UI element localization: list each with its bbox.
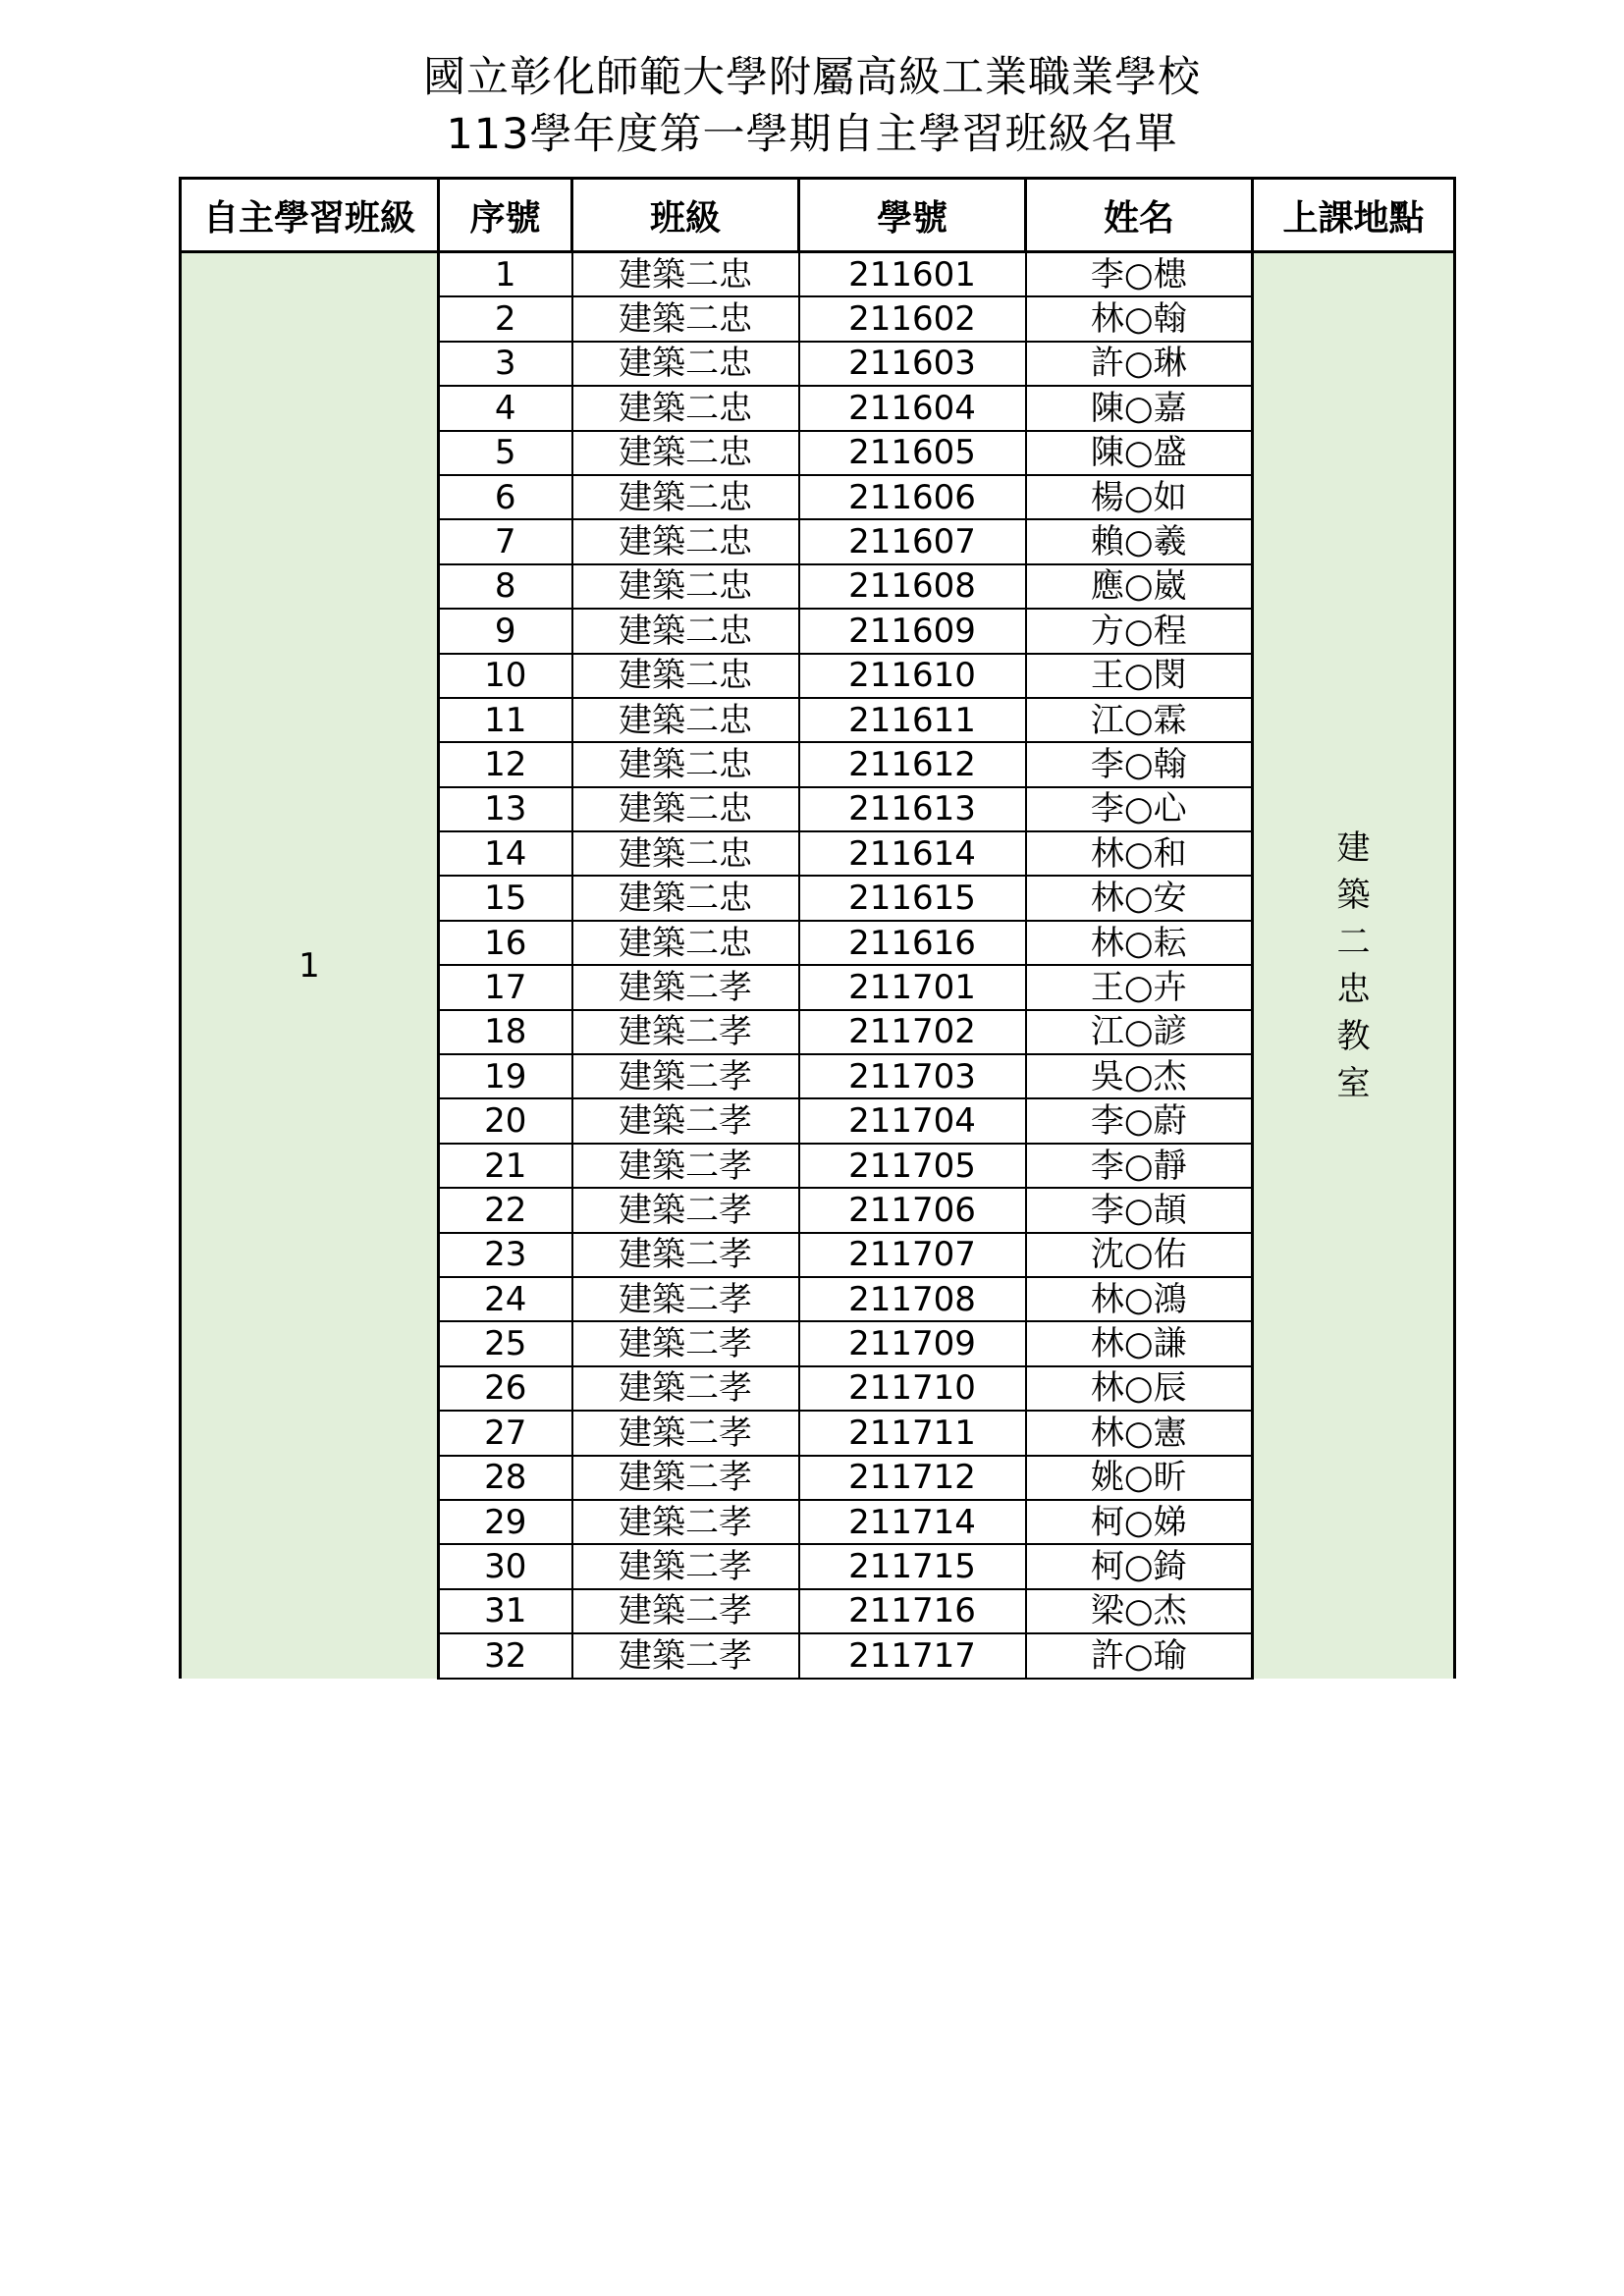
seq-cell: 14 (439, 831, 572, 876)
class-cell: 建築二孝 (572, 1188, 799, 1232)
seq-cell: 10 (439, 654, 572, 698)
seq-cell: 15 (439, 876, 572, 920)
student-id-cell: 211607 (799, 519, 1026, 563)
seq-cell: 4 (439, 386, 572, 430)
seq-cell: 28 (439, 1456, 572, 1500)
student-name-cell: 應○崴 (1026, 564, 1253, 609)
class-cell: 建築二孝 (572, 1321, 799, 1365)
class-roster-table (179, 177, 1456, 1680)
document-title (0, 49, 1624, 163)
student-id-cell: 211704 (799, 1098, 1026, 1143)
student-name-cell: 林○辰 (1026, 1366, 1253, 1411)
class-cell: 建築二孝 (572, 965, 799, 1009)
seq-cell: 6 (439, 475, 572, 519)
roster-subtitle: 113學年度第一學期自主學習班級名單 (446, 110, 1178, 159)
class-cell: 建築二孝 (572, 1500, 799, 1544)
seq-cell: 20 (439, 1098, 572, 1143)
student-name-cell: 林○耘 (1026, 921, 1253, 965)
class-cell: 建築二孝 (572, 1366, 799, 1411)
header-name: 姓名 (1026, 179, 1253, 252)
student-id-cell: 211715 (799, 1544, 1026, 1588)
location-cell (1253, 252, 1455, 1679)
seq-cell: 3 (439, 342, 572, 386)
student-name-cell: 許○琳 (1026, 342, 1253, 386)
class-cell: 建築二忠 (572, 787, 799, 831)
student-id-cell: 211601 (799, 252, 1026, 297)
class-cell: 建築二孝 (572, 1233, 799, 1277)
seq-cell: 12 (439, 742, 572, 786)
student-id-cell: 211702 (799, 1010, 1026, 1054)
student-id-cell: 211711 (799, 1411, 1026, 1455)
seq-cell: 31 (439, 1589, 572, 1633)
student-id-cell: 211615 (799, 876, 1026, 920)
header-student-id: 學號 (799, 179, 1026, 252)
seq-cell: 2 (439, 296, 572, 341)
student-id-cell: 211707 (799, 1233, 1026, 1277)
student-id-cell: 211714 (799, 1500, 1026, 1544)
seq-cell: 5 (439, 431, 572, 475)
table-header-row (181, 179, 1455, 252)
seq-cell: 1 (439, 252, 572, 297)
student-id-cell: 211606 (799, 475, 1026, 519)
class-cell: 建築二忠 (572, 742, 799, 786)
student-id-cell: 211605 (799, 431, 1026, 475)
table-body (181, 252, 1455, 1679)
class-cell: 建築二孝 (572, 1544, 799, 1588)
student-id-cell: 211613 (799, 787, 1026, 831)
student-id-cell: 211710 (799, 1366, 1026, 1411)
class-cell: 建築二忠 (572, 252, 799, 297)
class-cell: 建築二孝 (572, 1098, 799, 1143)
student-name-cell: 柯○錡 (1026, 1544, 1253, 1588)
student-name-cell: 王○閔 (1026, 654, 1253, 698)
header-location: 上課地點 (1253, 179, 1455, 252)
seq-cell: 27 (439, 1411, 572, 1455)
seq-cell: 29 (439, 1500, 572, 1544)
student-id-cell: 211612 (799, 742, 1026, 786)
student-name-cell: 林○鴻 (1026, 1277, 1253, 1321)
self-study-group-cell: 1 (181, 252, 439, 1679)
student-id-cell: 211609 (799, 609, 1026, 653)
seq-cell: 7 (439, 519, 572, 563)
student-name-cell: 姚○昕 (1026, 1456, 1253, 1500)
student-id-cell: 211708 (799, 1277, 1026, 1321)
seq-cell: 11 (439, 698, 572, 742)
student-name-cell: 方○程 (1026, 609, 1253, 653)
location-text: 建築二忠教室 (1336, 828, 1371, 1103)
seq-cell: 30 (439, 1544, 572, 1588)
student-name-cell: 林○謙 (1026, 1321, 1253, 1365)
student-name-cell: 楊○如 (1026, 475, 1253, 519)
student-name-cell: 李○翰 (1026, 742, 1253, 786)
seq-cell: 13 (439, 787, 572, 831)
class-cell: 建築二忠 (572, 609, 799, 653)
class-cell: 建築二孝 (572, 1277, 799, 1321)
class-cell: 建築二忠 (572, 519, 799, 563)
class-cell: 建築二孝 (572, 1456, 799, 1500)
student-id-cell: 211703 (799, 1054, 1026, 1098)
seq-cell: 19 (439, 1054, 572, 1098)
class-cell: 建築二忠 (572, 296, 799, 341)
class-cell: 建築二忠 (572, 698, 799, 742)
student-name-cell: 李○頡 (1026, 1188, 1253, 1232)
student-id-cell: 211705 (799, 1144, 1026, 1188)
class-cell: 建築二忠 (572, 475, 799, 519)
seq-cell: 32 (439, 1633, 572, 1678)
class-cell: 建築二忠 (572, 921, 799, 965)
school-name-title: 國立彰化師範大學附屬高級工業職業學校 (423, 53, 1201, 102)
student-id-cell: 211716 (799, 1589, 1026, 1633)
student-id-cell: 211701 (799, 965, 1026, 1009)
seq-cell: 26 (439, 1366, 572, 1411)
table-row (181, 252, 1455, 297)
seq-cell: 17 (439, 965, 572, 1009)
student-name-cell: 賴○羲 (1026, 519, 1253, 563)
class-cell: 建築二孝 (572, 1054, 799, 1098)
student-id-cell: 211616 (799, 921, 1026, 965)
student-name-cell: 林○翰 (1026, 296, 1253, 341)
class-cell: 建築二孝 (572, 1010, 799, 1054)
seq-cell: 18 (439, 1010, 572, 1054)
seq-cell: 22 (439, 1188, 572, 1232)
class-cell: 建築二忠 (572, 342, 799, 386)
student-id-cell: 211709 (799, 1321, 1026, 1365)
student-name-cell: 許○瑜 (1026, 1633, 1253, 1678)
student-name-cell: 沈○佑 (1026, 1233, 1253, 1277)
student-name-cell: 梁○杰 (1026, 1589, 1253, 1633)
student-name-cell: 李○蔚 (1026, 1098, 1253, 1143)
header-group: 自主學習班級 (181, 179, 439, 252)
class-cell: 建築二忠 (572, 564, 799, 609)
seq-cell: 25 (439, 1321, 572, 1365)
student-id-cell: 211611 (799, 698, 1026, 742)
student-id-cell: 211604 (799, 386, 1026, 430)
class-cell: 建築二孝 (572, 1589, 799, 1633)
student-name-cell: 李○心 (1026, 787, 1253, 831)
class-cell: 建築二忠 (572, 386, 799, 430)
seq-cell: 24 (439, 1277, 572, 1321)
student-id-cell: 211712 (799, 1456, 1026, 1500)
class-cell: 建築二忠 (572, 876, 799, 920)
student-id-cell: 211602 (799, 296, 1026, 341)
student-name-cell: 林○和 (1026, 831, 1253, 876)
class-cell: 建築二忠 (572, 654, 799, 698)
class-cell: 建築二忠 (572, 831, 799, 876)
student-name-cell: 陳○盛 (1026, 431, 1253, 475)
student-id-cell: 211706 (799, 1188, 1026, 1232)
student-id-cell: 211610 (799, 654, 1026, 698)
class-cell: 建築二忠 (572, 431, 799, 475)
seq-cell: 16 (439, 921, 572, 965)
student-name-cell: 王○卉 (1026, 965, 1253, 1009)
seq-cell: 9 (439, 609, 572, 653)
header-seq: 序號 (439, 179, 572, 252)
student-name-cell: 林○安 (1026, 876, 1253, 920)
student-id-cell: 211614 (799, 831, 1026, 876)
student-name-cell: 柯○娣 (1026, 1500, 1253, 1544)
seq-cell: 23 (439, 1233, 572, 1277)
header-class: 班級 (572, 179, 799, 252)
student-name-cell: 江○霖 (1026, 698, 1253, 742)
student-name-cell: 李○靜 (1026, 1144, 1253, 1188)
student-name-cell: 李○槵 (1026, 252, 1253, 297)
student-name-cell: 林○憲 (1026, 1411, 1253, 1455)
student-id-cell: 211717 (799, 1633, 1026, 1678)
seq-cell: 21 (439, 1144, 572, 1188)
student-name-cell: 江○諺 (1026, 1010, 1253, 1054)
class-cell: 建築二孝 (572, 1144, 799, 1188)
student-id-cell: 211603 (799, 342, 1026, 386)
student-id-cell: 211608 (799, 564, 1026, 609)
class-cell: 建築二孝 (572, 1633, 799, 1678)
seq-cell: 8 (439, 564, 572, 609)
student-name-cell: 吳○杰 (1026, 1054, 1253, 1098)
class-cell: 建築二孝 (572, 1411, 799, 1455)
student-name-cell: 陳○嘉 (1026, 386, 1253, 430)
